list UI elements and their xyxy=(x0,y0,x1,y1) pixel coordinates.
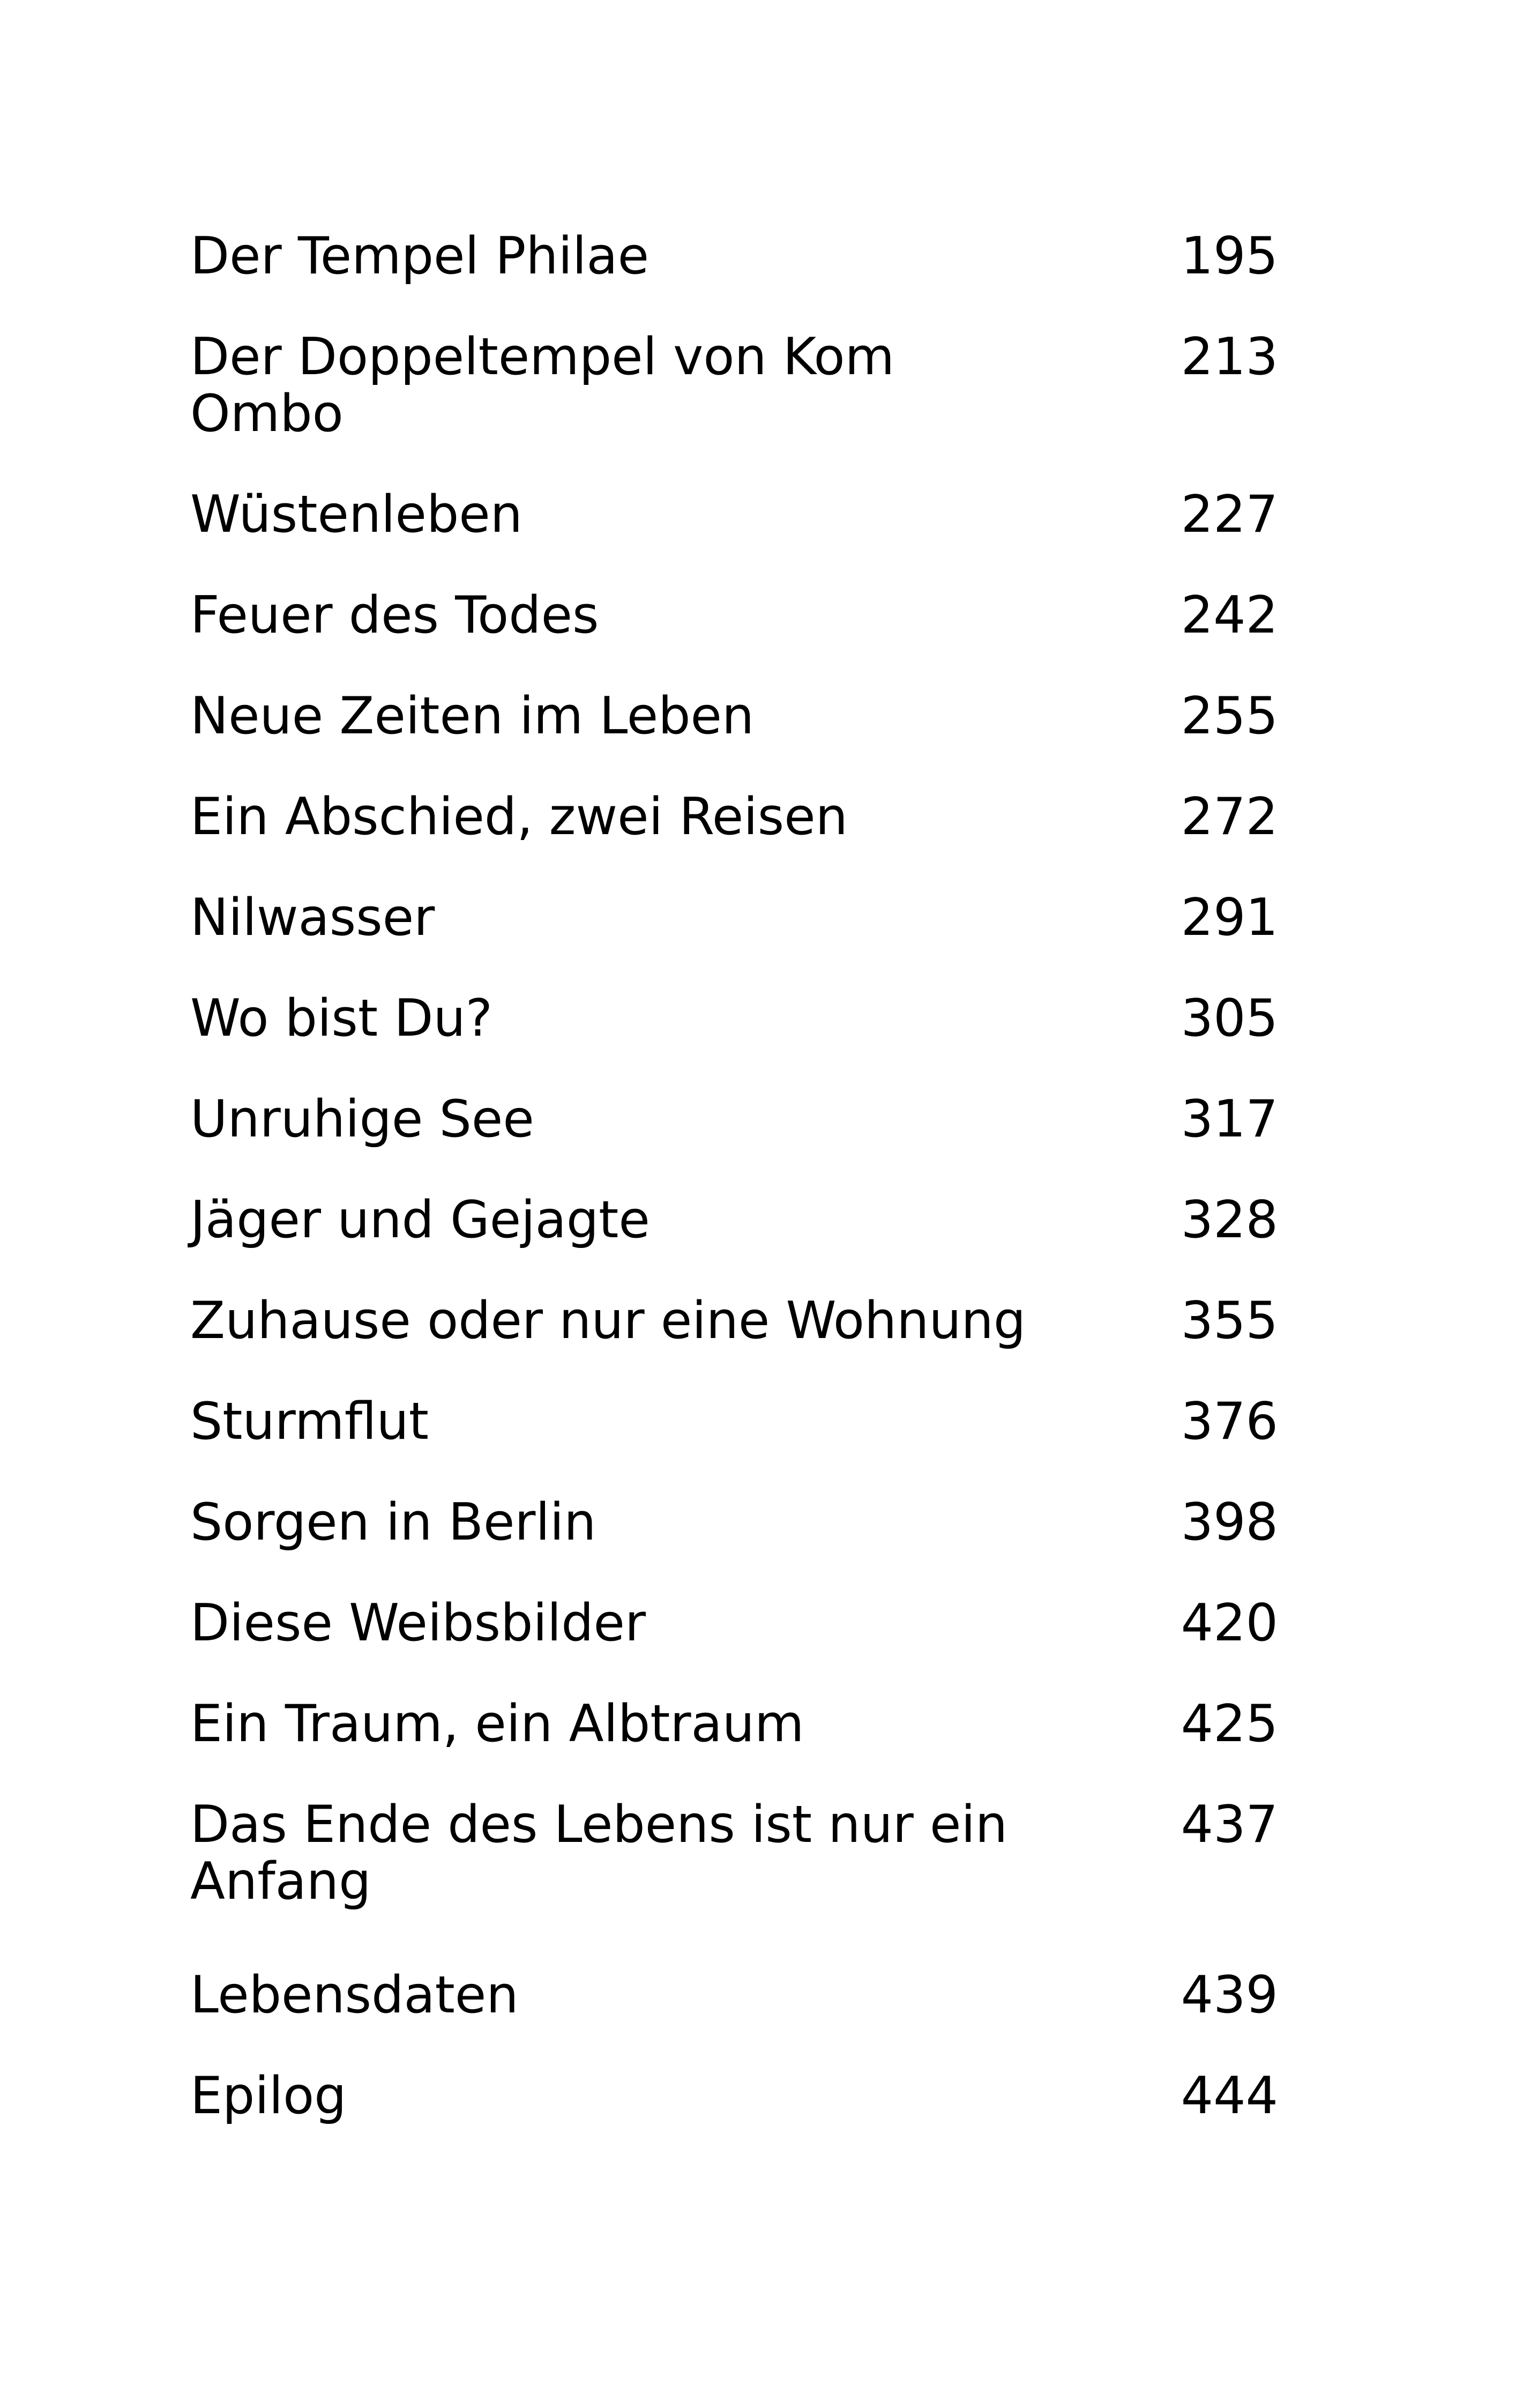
toc-entry-title: Ein Traum, ein Albtraum xyxy=(190,1694,804,1753)
toc-entry-title: Neue Zeiten im Leben xyxy=(190,687,755,746)
toc-entry-page: 420 xyxy=(1181,1594,1278,1653)
toc-entry-title: Lebensdaten xyxy=(190,1966,519,2025)
toc-entry[interactable] xyxy=(190,1796,1278,1910)
toc-entry-title: Der Tempel Philae xyxy=(190,227,649,286)
toc-entry[interactable] xyxy=(190,1192,1278,1248)
toc-entry-page: 242 xyxy=(1181,586,1278,645)
toc-entry[interactable] xyxy=(190,1595,1278,1652)
toc-entry[interactable] xyxy=(190,486,1278,543)
toc-entry[interactable] xyxy=(190,1091,1278,1148)
table-of-contents xyxy=(190,228,1278,2168)
toc-entry-page: 227 xyxy=(1181,485,1278,544)
toc-entry-title: Jäger und Gejagte xyxy=(190,1191,650,1250)
toc-entry[interactable] xyxy=(190,1696,1278,1752)
toc-entry-page: 398 xyxy=(1181,1493,1278,1552)
toc-entry-title: Wüstenleben xyxy=(190,485,522,544)
toc-entry-page: 317 xyxy=(1181,1090,1278,1149)
toc-entry[interactable] xyxy=(190,228,1278,285)
toc-entry-title: Der Doppeltempel von Kom Ombo xyxy=(190,328,895,443)
toc-entry-page: 376 xyxy=(1181,1392,1278,1451)
toc-entry-page: 305 xyxy=(1181,989,1278,1048)
toc-entry-page: 272 xyxy=(1181,787,1278,846)
toc-entry-title: Epilog xyxy=(190,2067,347,2125)
toc-entry-page: 425 xyxy=(1181,1694,1278,1753)
toc-entry[interactable] xyxy=(190,587,1278,644)
toc-entry-title: Ein Abschied, zwei Reisen xyxy=(190,787,848,846)
toc-entry-title: Zuhause oder nur eine Wohnung xyxy=(190,1291,1026,1350)
toc-entry-title: Feuer des Todes xyxy=(190,586,599,645)
toc-entry-title: Unruhige See xyxy=(190,1090,534,1149)
toc-entry-title: Sorgen in Berlin xyxy=(190,1493,596,1552)
toc-entry[interactable] xyxy=(190,1967,1278,2024)
toc-entry-page: 195 xyxy=(1181,227,1278,286)
toc-entry[interactable] xyxy=(190,329,1278,442)
toc-entry-page: 291 xyxy=(1181,888,1278,947)
toc-entry-page: 437 xyxy=(1181,1795,1278,1854)
toc-entry-page: 255 xyxy=(1181,687,1278,746)
toc-entry[interactable] xyxy=(190,1393,1278,1450)
toc-entry[interactable] xyxy=(190,688,1278,745)
toc-entry-page: 355 xyxy=(1181,1291,1278,1350)
toc-entry-page: 213 xyxy=(1181,328,1278,387)
toc-entry-title: Sturmflut xyxy=(190,1392,429,1451)
toc-entry-page: 444 xyxy=(1181,2067,1278,2125)
toc-entry-title: Wo bist Du? xyxy=(190,989,493,1048)
toc-entry[interactable] xyxy=(190,1494,1278,1551)
toc-entry[interactable] xyxy=(190,1292,1278,1349)
toc-entry-title: Das Ende des Lebens ist nur ein Anfang xyxy=(190,1795,1008,1911)
toc-entry-title: Nilwasser xyxy=(190,888,435,947)
toc-entry-page: 328 xyxy=(1181,1191,1278,1250)
toc-entry[interactable] xyxy=(190,990,1278,1047)
toc-entry-page: 439 xyxy=(1181,1966,1278,2025)
toc-entry[interactable] xyxy=(190,789,1278,845)
toc-entry[interactable] xyxy=(190,889,1278,946)
toc-entry[interactable] xyxy=(190,2068,1278,2124)
toc-entry-title: Diese Weibsbilder xyxy=(190,1594,646,1653)
